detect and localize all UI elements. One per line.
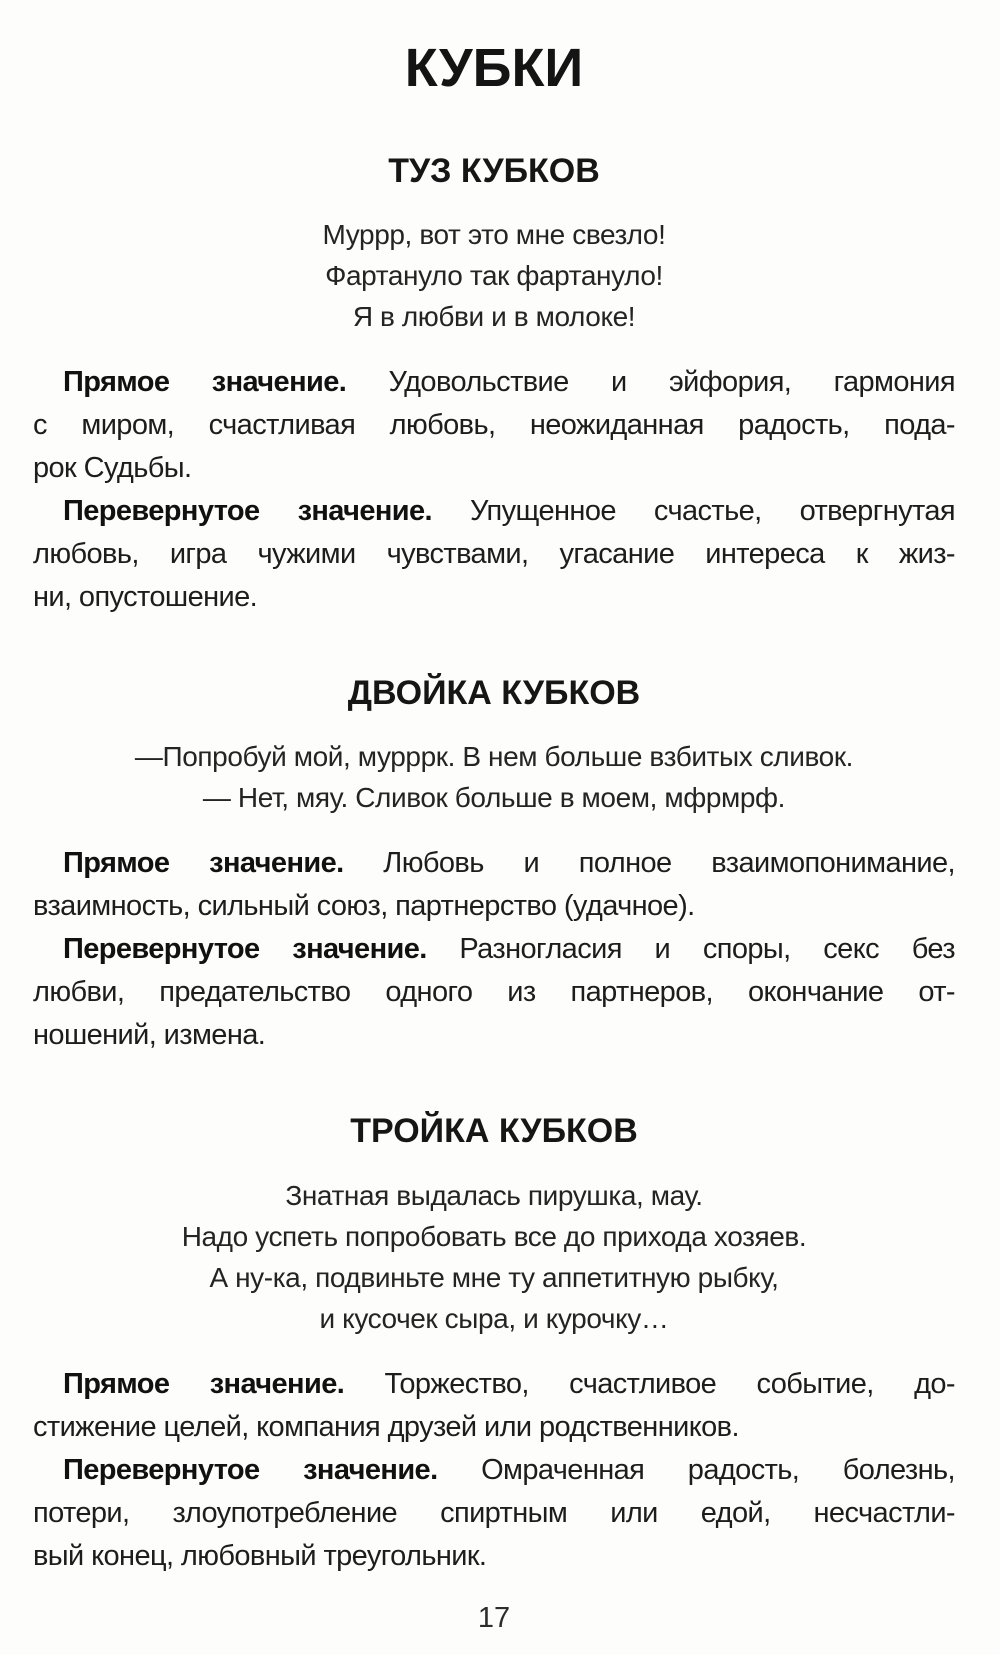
meaning-lead-label: Перевернутое значение. [63,495,433,528]
paragraph-line: любви, предательство одного из партнеров, окончание от- [33,976,955,1009]
paragraph-line: стижение целей, компания друзей или родственников. [33,1410,739,1443]
epigraph-line: — Нет, мяу. Сливок больше в моем, мфрмрф. [202,782,786,814]
paragraph-line: Прямое значение. Удовольствие и эйфория, гармония [63,366,955,399]
paragraph-line: Перевернутое значение. Разногласия и споры, секс без [63,933,955,966]
direct-meaning-paragraph [33,361,955,490]
epigraph-line: Муррр, вот это мне свезло! [322,219,666,251]
card-section-three-of-cups [33,1113,955,1577]
epigraph-line: Фартануло так фартануло! [325,260,663,292]
meaning-lead-label: Прямое значение. [63,847,344,880]
card-section-ace-of-cups [33,153,955,619]
reversed-meaning-paragraph [33,1449,955,1578]
epigraph-two-of-cups [33,736,955,818]
meaning-lead-label: Прямое значение. [63,366,347,399]
paragraph-line: ни, опустошение. [33,581,258,614]
paragraph-line: потери, злоупотребление спиртным или едой, несчастли- [33,1496,955,1529]
epigraph-line: Знатная выдалась пирушка, мау. [285,1179,703,1211]
page-number: 17 [477,1601,511,1634]
card-section-two-of-cups [33,675,955,1057]
epigraph-line: Я в любви и в молоке! [352,301,636,333]
card-heading-three-of-cups: ТРОЙКА КУБКОВ [350,1112,638,1151]
meaning-lead-label: Перевернутое значение. [63,933,427,966]
epigraph-three-of-cups [33,1175,955,1339]
paragraph-line: вый конец, любовный треугольник. [33,1539,487,1572]
epigraph-line: и кусочек сыра, и курочку… [319,1302,669,1334]
epigraph-line: А ну-ка, подвиньте мне ту аппетитную рыбку, [209,1261,779,1293]
reversed-meaning-paragraph [33,490,955,619]
card-heading-ace-of-cups: ТУЗ КУБКОВ [388,151,600,190]
paragraph-line: Перевернутое значение. Омраченная радость, болезнь, [63,1453,955,1486]
paragraph-line: Прямое значение. Любовь и полное взаимопонимание, [63,847,955,880]
epigraph-line: —Попробуй мой, мурррк. В нем больше взбитых сливок. [134,741,854,773]
reversed-meaning-paragraph [33,928,955,1057]
paragraph-line: с миром, счастливая любовь, неожиданная радость, пода- [33,409,955,442]
direct-meaning-paragraph [33,1363,955,1449]
paragraph-line: взаимность, сильный союз, партнерство (удачное). [33,890,695,923]
paragraph-line: любовь, игра чужими чувствами, угасание интереса к жиз- [33,538,955,571]
direct-meaning-paragraph [33,842,955,928]
epigraph-ace-of-cups [33,214,955,337]
meaning-lead-label: Перевернутое значение. [63,1453,438,1486]
meaning-lead-label: Прямое значение. [63,1367,345,1400]
chapter-title: КУБКИ [404,38,584,98]
epigraph-line: Надо успеть попробовать все до прихода хозяев. [181,1220,807,1252]
card-heading-two-of-cups: ДВОЙКА КУБКОВ [347,674,641,713]
paragraph-line: ношений, измена. [33,1019,266,1052]
paragraph-line: Перевернутое значение. Упущенное счастье, отвергнутая [63,495,955,528]
paragraph-line: рок Судьбы. [33,452,192,485]
paragraph-line: Прямое значение. Торжество, счастливое событие, до- [63,1367,955,1400]
